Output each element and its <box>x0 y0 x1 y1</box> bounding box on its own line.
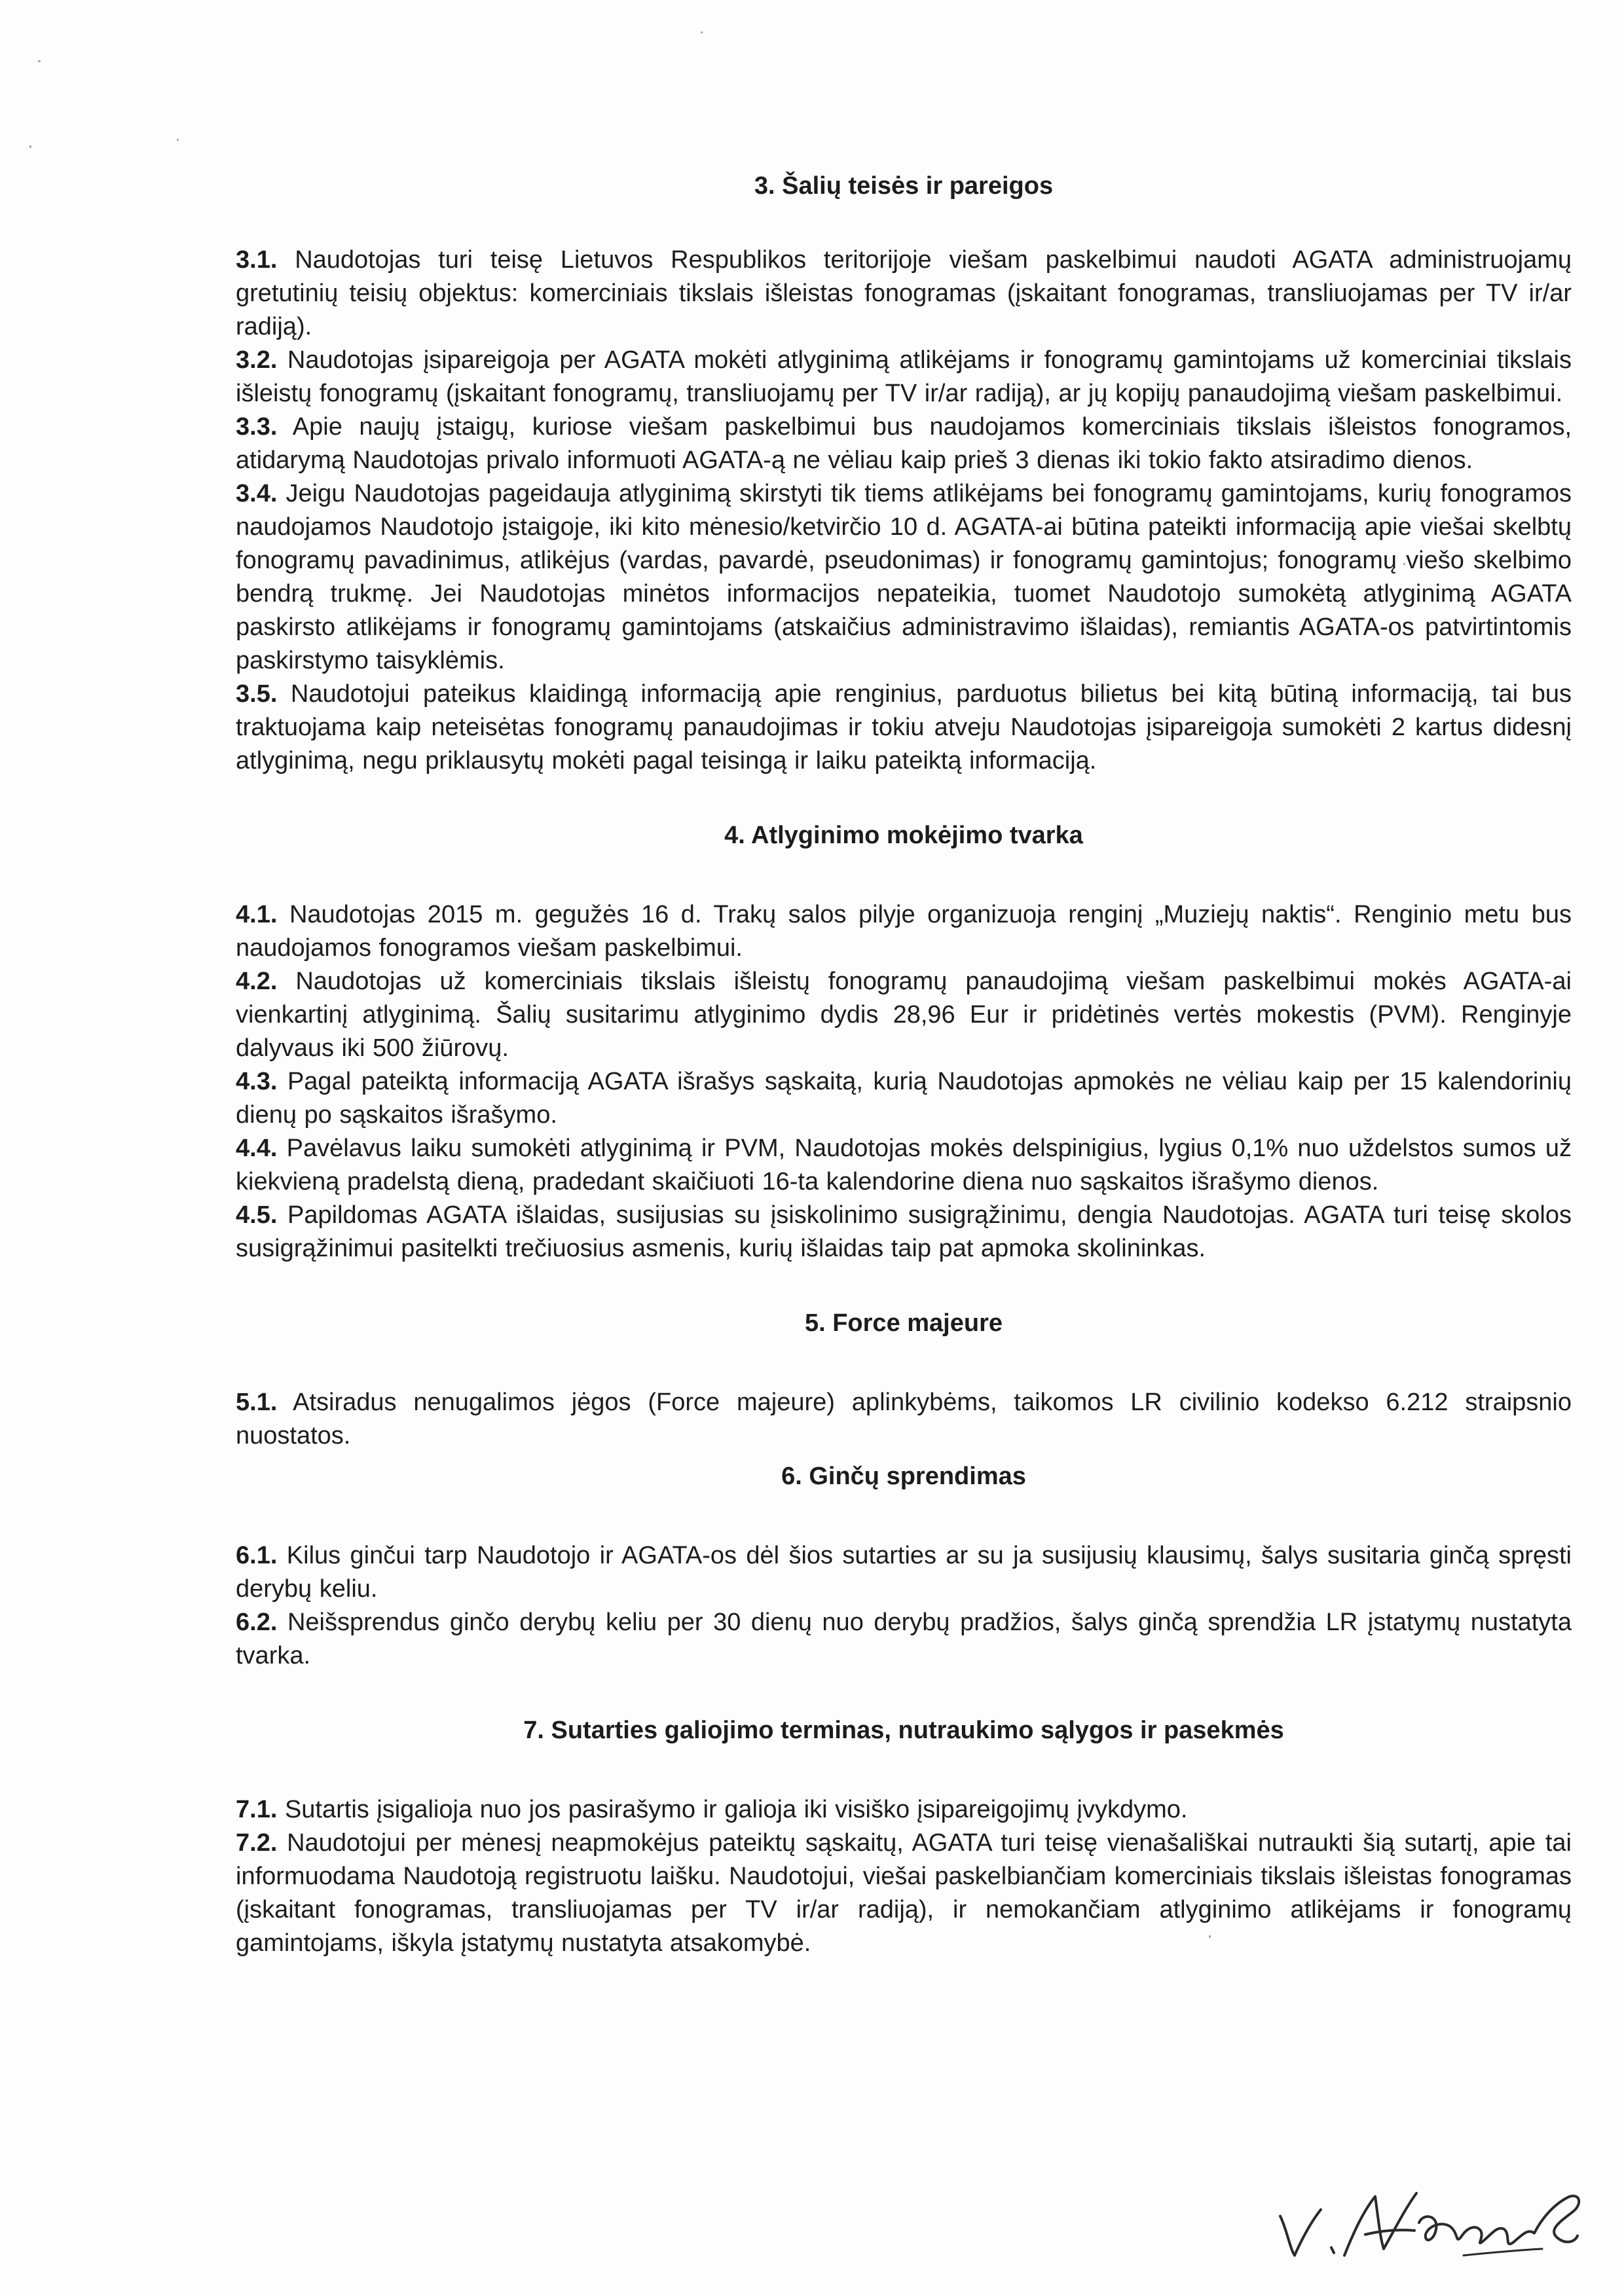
clause-text: Kilus ginčui tarp Naudotojo ir AGATA-os dėl šios sutarties ar su ja susijusių klausimų, šalys susitaria ginčą spręsti derybų keliu. <box>236 1542 1572 1603</box>
clause-text: Neišsprendus ginčo derybų keliu per 30 dienų nuo derybų pradžios, šalys ginčą sprendžia LR įstatymų nustatyta tvarka. <box>236 1609 1572 1669</box>
clause-3-2 <box>236 344 1572 410</box>
clause-number: 3.3. <box>236 413 278 441</box>
clause-number: 3.1. <box>236 246 278 274</box>
clause-4-4 <box>236 1132 1572 1199</box>
clause-text: Sutartis įsigalioja nuo jos pasirašymo ir galioja iki visiško įsipareigojimų įvykdymo. <box>284 1796 1188 1823</box>
clause-3-3 <box>236 410 1572 477</box>
clause-number: 3.2. <box>236 346 278 374</box>
clause-number: 4.3. <box>236 1068 278 1095</box>
section-3-heading: 3. Šalių teisės ir pareigos <box>754 172 1054 200</box>
clause-7-2 <box>236 1827 1572 1960</box>
clause-number: 3.4. <box>236 480 278 507</box>
clause-4-1 <box>236 898 1572 965</box>
clause-number: 4.2. <box>236 968 278 995</box>
scan-speck <box>177 139 179 141</box>
clause-number: 5.1. <box>236 1389 278 1416</box>
section-6-heading: 6. Ginčų sprendimas <box>781 1463 1026 1490</box>
clause-text: Pavėlavus laiku sumokėti atlyginimą ir PVM, Naudotojas mokės delspinigius, lygius 0,1% nuo uždelstos sumos už kiekvieną pradelstą dieną, pradedant skaičiuoti 16-ta kalendorine diena nuo sąskaitos išrašymo dienos. <box>236 1135 1572 1195</box>
clause-7-1 <box>236 1793 1572 1827</box>
clause-text: Naudotojui per mėnesį neapmokėjus pateiktų sąskaitų, AGATA turi teisę vienašališkai nutraukti šią sutartį, apie tai informuodama Naudotoją registruotu laišku. Naudotojui, viešai paskelbiančiam komerciniais tikslais išleistas fonogramas (įskaitant fonogramas, transliuojamas per TV ir/ar radiją), ir nemokančiam atlyginimo atlikėjams ir fonogramų gamintojams, iškyla įstatymų nustatyta atsakomybė. <box>236 1829 1572 1957</box>
clause-text: Papildomas AGATA išlaidas, susijusias su įsiskolinimo susigrąžinimu, dengia Naudotojas. AGATA turi teisę skolos susigrąžinimui pasitelkti trečiuosius asmenis, kurių išlaidas taip pat apmoka skolininkas. <box>236 1201 1572 1262</box>
clause-4-3 <box>236 1065 1572 1132</box>
clause-number: 7.1. <box>236 1796 278 1823</box>
section-4-heading: 4. Atlyginimo mokėjimo tvarka <box>724 822 1083 849</box>
clause-text: Apie naujų įstaigų, kuriose viešam paskelbimui bus naudojamos komerciniais tikslais išleistos fonogramos, atidarymą Naudotojas privalo informuoti AGATA-ą ne vėliau kaip prieš 3 dienas iki tokio fakto atsiradimo dienos. <box>236 413 1572 474</box>
clause-text: Naudotojas turi teisę Lietuvos Respublikos teritorijoje viešam paskelbimui naudoti AGATA administruojamų gretutinių teisių objektus: komerciniais tikslais išleistas fonogramas (įskaitant fonogramas, transliuojamas per TV ir/ar radiją). <box>236 246 1572 340</box>
clause-3-4 <box>236 477 1572 678</box>
clause-number: 7.2. <box>236 1829 278 1857</box>
clause-text: Naudotojas įsipareigoja per AGATA mokėti atlyginimą atlikėjams ir fonogramų gamintojams už komerciniai tikslais išleistų fonogramų (įskaitant fonogramų, transliuojamų per TV ir/ar radiją), ar jų kopijų panaudojimą viešam paskelbimui. <box>236 346 1572 407</box>
clause-6-2 <box>236 1606 1572 1673</box>
section-7-heading: 7. Sutarties galiojimo terminas, nutraukimo sąlygos ir pasekmės <box>523 1717 1284 1744</box>
clause-text: Atsiradus nenugalimos jėgos (Force majeure) aplinkybėms, taikomos LR civilinio kodekso 6.212 straipsnio nuostatos. <box>236 1389 1572 1449</box>
clause-text: Jeigu Naudotojas pageidauja atlyginimą skirstyti tik tiems atlikėjams bei fonogramų gamintojams, kurių fonogramos naudojamos Naudotojo įstaigoje, iki kito mėnesio/ketvirčio 10 d. AGATA-ai būtina pateikti informaciją apie viešai skelbtų fonogramų pavadinimus, atlikėjus (vardas, pavardė, pseudonimas) ir fonogramų gamintojus; fonogramų viešo skelbimo bendrą trukmę. Jei Naudotojas minėtos informacijos nepateikia, tuomet Naudotojo sumokėtą atlyginimą AGATA paskirsto atlikėjams ir fonogramų gamintojams (atskaičius administravimo išlaidas), remiantis AGATA-os patvirtintomis paskirstymo taisyklėmis. <box>236 480 1572 674</box>
clause-3-1 <box>236 244 1572 344</box>
scan-speck <box>701 31 703 33</box>
clause-text: Naudotojui pateikus klaidingą informaciją apie renginius, parduotus bilietus bei kitą būtiną informaciją, tai bus traktuojama kaip neteisėtas fonogramų panaudojimas ir tokiu atveju Naudotojas įsipareigoja sumokėti 2 kartus didesnį atlyginimą, negu priklausytų mokėti pagal teisingą ir laiku pateiktą informaciją. <box>236 680 1572 774</box>
clause-5-1 <box>236 1386 1572 1453</box>
clause-number: 4.1. <box>236 901 278 928</box>
clause-text: Naudotojas už komerciniais tikslais išleistų fonogramų panaudojimą viešam paskelbimui mokės AGATA-ai vienkartinį atlyginimą. Šalių susitarimu atlyginimo dydis 28,96 Eur ir pridėtinės vertės mokestis (PVM). Renginyje dalyvaus iki 500 žiūrovų. <box>236 968 1572 1062</box>
clause-4-2 <box>236 965 1572 1065</box>
scan-speck <box>38 60 41 62</box>
clause-number: 4.5. <box>236 1201 278 1229</box>
clause-number: 3.5. <box>236 680 278 708</box>
clause-number: 6.2. <box>236 1609 278 1636</box>
handwritten-signature <box>1267 2157 1588 2275</box>
clause-3-5 <box>236 678 1572 778</box>
document-body <box>236 169 1572 1960</box>
clause-4-5 <box>236 1199 1572 1266</box>
clause-number: 6.1. <box>236 1542 278 1569</box>
clause-text: Naudotojas 2015 m. gegužės 16 d. Trakų salos pilyje organizuoja renginį „Muziejų naktis“. Renginio metu bus naudojamos fonogramos viešam paskelbimui. <box>236 901 1572 962</box>
clause-text: Pagal pateiktą informaciją AGATA išrašys sąskaitą, kurią Naudotojas apmokės ne vėliau kaip per 15 kalendorinių dienų po sąskaitos išrašymo. <box>236 1068 1572 1129</box>
scan-speck <box>29 145 31 148</box>
clause-6-1 <box>236 1539 1572 1606</box>
clause-number: 4.4. <box>236 1135 278 1162</box>
section-5-heading: 5. Force majeure <box>804 1309 1003 1337</box>
